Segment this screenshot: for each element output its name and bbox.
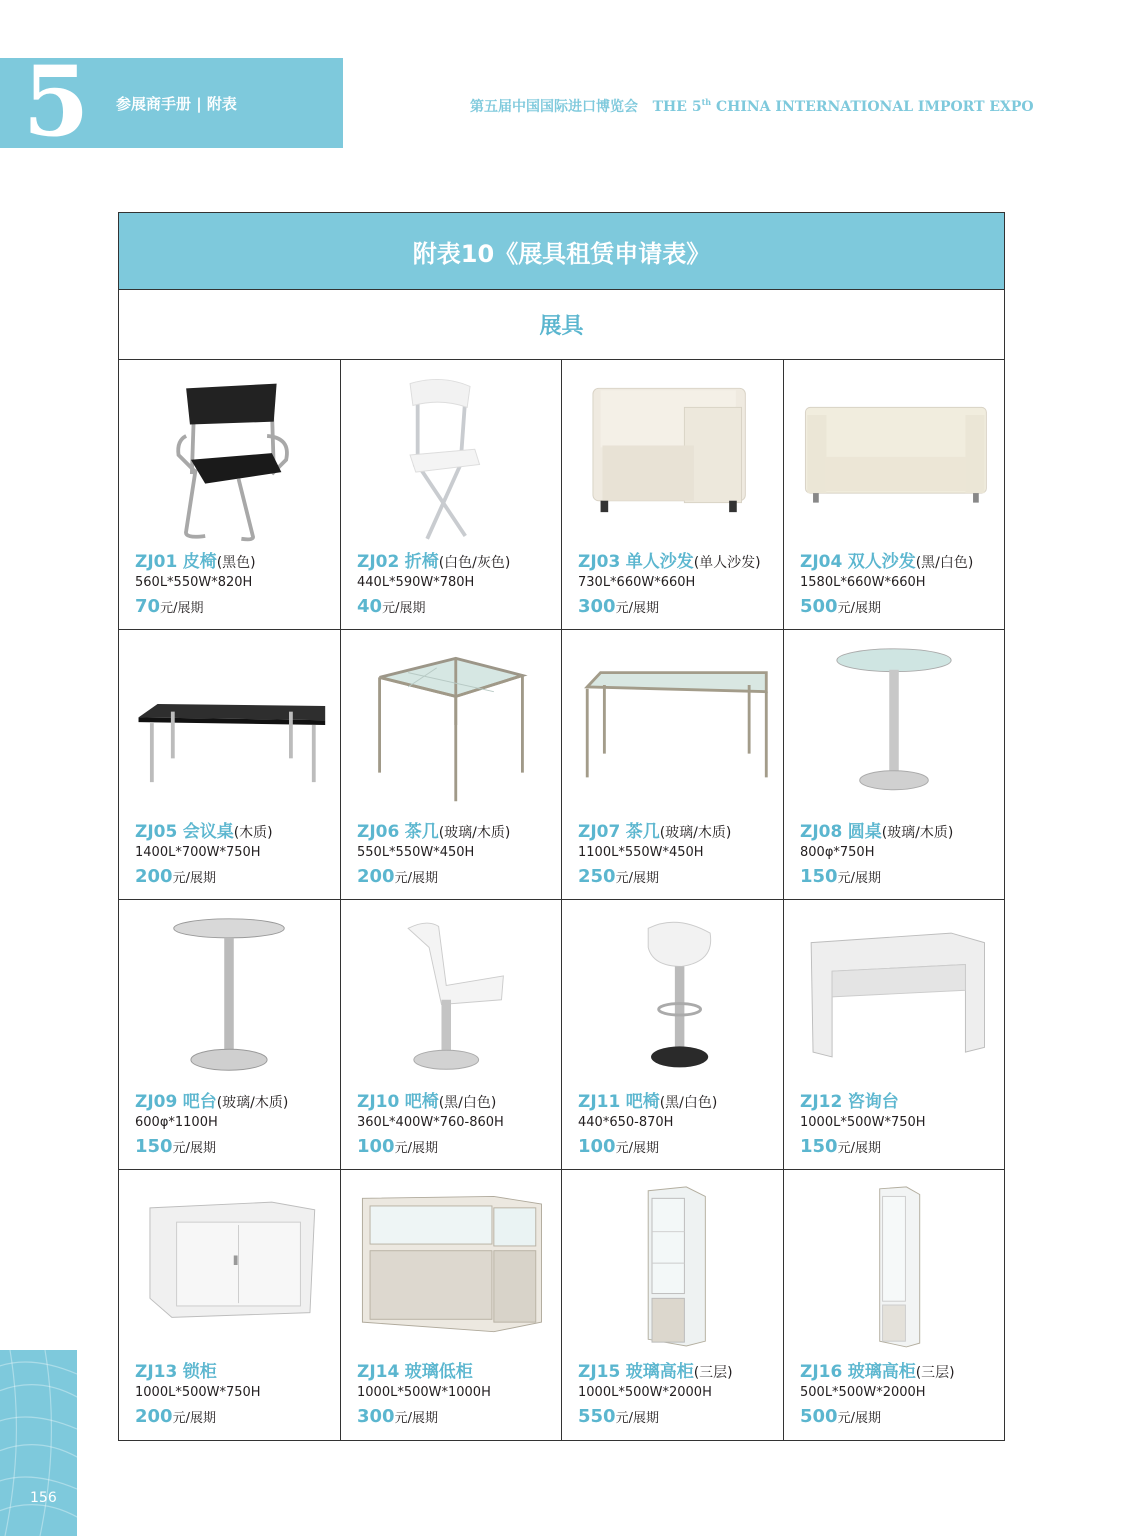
item-cell-zj10 bbox=[341, 900, 562, 1170]
item-cell-zj05 bbox=[119, 630, 341, 900]
item-price bbox=[135, 1136, 216, 1157]
expo-name-en-prefix: THE 5 bbox=[652, 99, 702, 115]
item-code: ZJ07 bbox=[578, 822, 621, 842]
item-dimensions: 1000L*500W*750H bbox=[135, 1385, 261, 1400]
square-coffee-table-icon bbox=[351, 636, 551, 814]
item-note: (玻璃/木质) bbox=[216, 1095, 289, 1111]
side-band bbox=[0, 1350, 77, 1536]
item-name bbox=[135, 547, 256, 572]
item-code: ZJ15 bbox=[578, 1362, 621, 1382]
narrow-glass-cabinet-icon bbox=[794, 1176, 994, 1354]
item-title: 玻璃低柜 bbox=[404, 1362, 473, 1382]
item-grid bbox=[119, 360, 1004, 1440]
item-title: 圆桌 bbox=[847, 822, 882, 842]
item-cell-zj06 bbox=[341, 630, 562, 900]
item-code: ZJ08 bbox=[800, 822, 843, 842]
item-price bbox=[800, 866, 881, 887]
item-title: 玻璃高柜 bbox=[847, 1362, 916, 1382]
item-note: (木质) bbox=[233, 825, 273, 841]
expo-name-en-sup: th bbox=[701, 97, 712, 107]
expo-name-en-suffix: CHINA INTERNATIONAL IMPORT EXPO bbox=[715, 99, 1034, 115]
item-cell-zj14 bbox=[341, 1170, 562, 1440]
expo-name-cn: 第五届中国国际进口博览会 bbox=[470, 99, 638, 115]
item-price-value: 300 bbox=[578, 596, 616, 617]
item-price-value: 100 bbox=[357, 1136, 395, 1157]
item-cell-zj03 bbox=[562, 360, 784, 630]
item-price bbox=[357, 1406, 438, 1427]
item-note: (黑/白色) bbox=[915, 555, 974, 571]
item-dimensions: 1000L*500W*750H bbox=[800, 1115, 926, 1130]
item-title: 咨询台 bbox=[847, 1092, 899, 1112]
item-price bbox=[578, 866, 659, 887]
item-price-unit: 元/展期 bbox=[837, 601, 881, 616]
edition-logo: 5 bbox=[22, 45, 90, 158]
rental-form-table bbox=[118, 212, 1005, 1441]
item-cell-zj12 bbox=[784, 900, 1004, 1170]
item-note: (黑/白色) bbox=[659, 1095, 718, 1111]
item-price bbox=[357, 1136, 438, 1157]
item-price-unit: 元/展期 bbox=[172, 1141, 216, 1156]
item-price-value: 200 bbox=[357, 866, 395, 887]
item-dimensions: 1100L*550W*450H bbox=[578, 845, 704, 860]
item-price-unit: 元/展期 bbox=[615, 1141, 659, 1156]
item-price-value: 70 bbox=[135, 596, 161, 617]
item-price-unit: 元/展期 bbox=[160, 601, 204, 616]
info-desk-icon bbox=[794, 906, 994, 1084]
item-price-unit: 元/展期 bbox=[837, 1411, 881, 1426]
item-price-unit: 元/展期 bbox=[394, 871, 438, 886]
expo-name bbox=[470, 96, 1034, 116]
meeting-table-icon bbox=[129, 636, 329, 814]
item-name bbox=[578, 1087, 717, 1112]
long-coffee-table-icon bbox=[572, 636, 772, 814]
item-cell-zj08 bbox=[784, 630, 1004, 900]
item-price bbox=[800, 596, 881, 617]
item-name bbox=[800, 547, 973, 572]
item-cell-zj04 bbox=[784, 360, 1004, 630]
item-dimensions: 1400L*700W*750H bbox=[135, 845, 261, 860]
page-number: 156 bbox=[30, 1490, 57, 1506]
item-cell-zj13 bbox=[119, 1170, 341, 1440]
item-cell-zj15 bbox=[562, 1170, 784, 1440]
item-price-value: 150 bbox=[800, 866, 838, 887]
item-dimensions: 440L*590W*780H bbox=[357, 575, 475, 590]
item-price bbox=[357, 866, 438, 887]
item-dimensions: 600φ*1100H bbox=[135, 1115, 218, 1130]
folding-chair-icon bbox=[351, 366, 551, 544]
item-price-unit: 元/展期 bbox=[394, 1141, 438, 1156]
item-code: ZJ05 bbox=[135, 822, 178, 842]
item-price-unit: 元/展期 bbox=[394, 1411, 438, 1426]
item-code: ZJ14 bbox=[357, 1362, 400, 1382]
item-price bbox=[357, 596, 425, 617]
item-price-unit: 元/展期 bbox=[837, 1141, 881, 1156]
item-note: (三层) bbox=[693, 1365, 733, 1381]
round-bar-stool-icon bbox=[572, 906, 772, 1084]
item-dimensions: 360L*400W*760-860H bbox=[357, 1115, 504, 1130]
item-price-unit: 元/展期 bbox=[615, 601, 659, 616]
item-name bbox=[578, 1357, 733, 1382]
item-code: ZJ12 bbox=[800, 1092, 843, 1112]
item-price-value: 200 bbox=[135, 866, 173, 887]
item-cell-zj01 bbox=[119, 360, 341, 630]
item-price-unit: 元/展期 bbox=[382, 601, 426, 616]
item-price-value: 500 bbox=[800, 596, 838, 617]
item-dimensions: 1000L*500W*2000H bbox=[578, 1385, 712, 1400]
item-name bbox=[357, 817, 510, 842]
item-price-value: 200 bbox=[135, 1406, 173, 1427]
item-cell-zj07 bbox=[562, 630, 784, 900]
item-name bbox=[135, 1087, 288, 1112]
round-table-icon bbox=[794, 636, 994, 814]
item-title: 玻璃高柜 bbox=[625, 1362, 694, 1382]
section-title: 展具 bbox=[119, 290, 1004, 360]
item-note: (玻璃/木质) bbox=[881, 825, 954, 841]
item-name bbox=[357, 1087, 496, 1112]
item-name bbox=[135, 817, 273, 842]
decor-pattern-icon bbox=[0, 1350, 77, 1536]
item-title: 折椅 bbox=[404, 552, 439, 572]
item-note: (单人沙发) bbox=[693, 555, 761, 571]
item-price bbox=[800, 1136, 881, 1157]
item-cell-zj02 bbox=[341, 360, 562, 630]
item-code: ZJ04 bbox=[800, 552, 843, 572]
item-name bbox=[578, 547, 761, 572]
item-name bbox=[357, 1357, 473, 1382]
bar-table-icon bbox=[129, 906, 329, 1084]
item-name bbox=[800, 817, 953, 842]
tall-glass-cabinet-icon bbox=[572, 1176, 772, 1354]
item-dimensions: 1580L*660W*660H bbox=[800, 575, 926, 590]
item-note: (玻璃/木质) bbox=[438, 825, 511, 841]
item-price-unit: 元/展期 bbox=[172, 1411, 216, 1426]
item-title: 吧椅 bbox=[404, 1092, 439, 1112]
item-price bbox=[135, 866, 216, 887]
armchair-icon bbox=[129, 366, 329, 544]
item-name bbox=[800, 1087, 899, 1112]
item-title: 吧台 bbox=[182, 1092, 217, 1112]
item-dimensions: 500L*500W*2000H bbox=[800, 1385, 926, 1400]
item-note: (黑/白色) bbox=[438, 1095, 497, 1111]
item-price-value: 550 bbox=[578, 1406, 616, 1427]
item-dimensions: 1000L*500W*1000H bbox=[357, 1385, 491, 1400]
item-price-unit: 元/展期 bbox=[837, 871, 881, 886]
item-price-unit: 元/展期 bbox=[172, 871, 216, 886]
item-title: 单人沙发 bbox=[625, 552, 694, 572]
item-code: ZJ03 bbox=[578, 552, 621, 572]
item-price-value: 300 bbox=[357, 1406, 395, 1427]
item-code: ZJ09 bbox=[135, 1092, 178, 1112]
item-price-value: 40 bbox=[357, 596, 383, 617]
item-price bbox=[135, 1406, 216, 1427]
item-name bbox=[135, 1357, 217, 1382]
bar-stool-icon bbox=[351, 906, 551, 1084]
item-name bbox=[800, 1357, 955, 1382]
item-note: (三层) bbox=[915, 1365, 955, 1381]
manual-title: 参展商手册 | 附表 bbox=[116, 95, 237, 113]
item-price bbox=[578, 1406, 659, 1427]
item-dimensions: 800φ*750H bbox=[800, 845, 875, 860]
form-title: 附表10《展具租赁申请表》 bbox=[119, 213, 1004, 290]
item-price bbox=[578, 1136, 659, 1157]
item-price-unit: 元/展期 bbox=[615, 871, 659, 886]
single-sofa-icon bbox=[572, 366, 772, 544]
item-title: 会议桌 bbox=[182, 822, 234, 842]
item-title: 吧椅 bbox=[625, 1092, 660, 1112]
item-code: ZJ13 bbox=[135, 1362, 178, 1382]
item-title: 锁柜 bbox=[182, 1362, 217, 1382]
item-price bbox=[135, 596, 203, 617]
item-code: ZJ11 bbox=[578, 1092, 621, 1112]
item-code: ZJ06 bbox=[357, 822, 400, 842]
item-cell-zj16 bbox=[784, 1170, 1004, 1440]
item-dimensions: 550L*550W*450H bbox=[357, 845, 475, 860]
item-cell-zj09 bbox=[119, 900, 341, 1170]
item-price-value: 150 bbox=[800, 1136, 838, 1157]
item-dimensions: 730L*660W*660H bbox=[578, 575, 696, 590]
item-price-value: 100 bbox=[578, 1136, 616, 1157]
double-sofa-icon bbox=[794, 366, 994, 544]
item-title: 茶几 bbox=[404, 822, 439, 842]
item-code: ZJ01 bbox=[135, 552, 178, 572]
item-price-value: 250 bbox=[578, 866, 616, 887]
item-note: (黑色) bbox=[216, 555, 256, 571]
item-price-value: 150 bbox=[135, 1136, 173, 1157]
item-price-unit: 元/展期 bbox=[615, 1411, 659, 1426]
item-cell-zj11 bbox=[562, 900, 784, 1170]
item-name bbox=[357, 547, 510, 572]
item-name bbox=[578, 817, 731, 842]
item-code: ZJ16 bbox=[800, 1362, 843, 1382]
item-title: 双人沙发 bbox=[847, 552, 916, 572]
item-dimensions: 560L*550W*820H bbox=[135, 575, 253, 590]
item-note: (玻璃/木质) bbox=[659, 825, 732, 841]
item-price bbox=[800, 1406, 881, 1427]
item-code: ZJ02 bbox=[357, 552, 400, 572]
low-glass-cabinet-icon bbox=[351, 1176, 551, 1354]
item-dimensions: 440*650-870H bbox=[578, 1115, 674, 1130]
item-price-value: 500 bbox=[800, 1406, 838, 1427]
item-note: (白色/灰色) bbox=[438, 555, 511, 571]
item-price bbox=[578, 596, 659, 617]
item-title: 茶几 bbox=[625, 822, 660, 842]
lock-cabinet-icon bbox=[129, 1176, 329, 1354]
item-title: 皮椅 bbox=[182, 552, 217, 572]
item-code: ZJ10 bbox=[357, 1092, 400, 1112]
